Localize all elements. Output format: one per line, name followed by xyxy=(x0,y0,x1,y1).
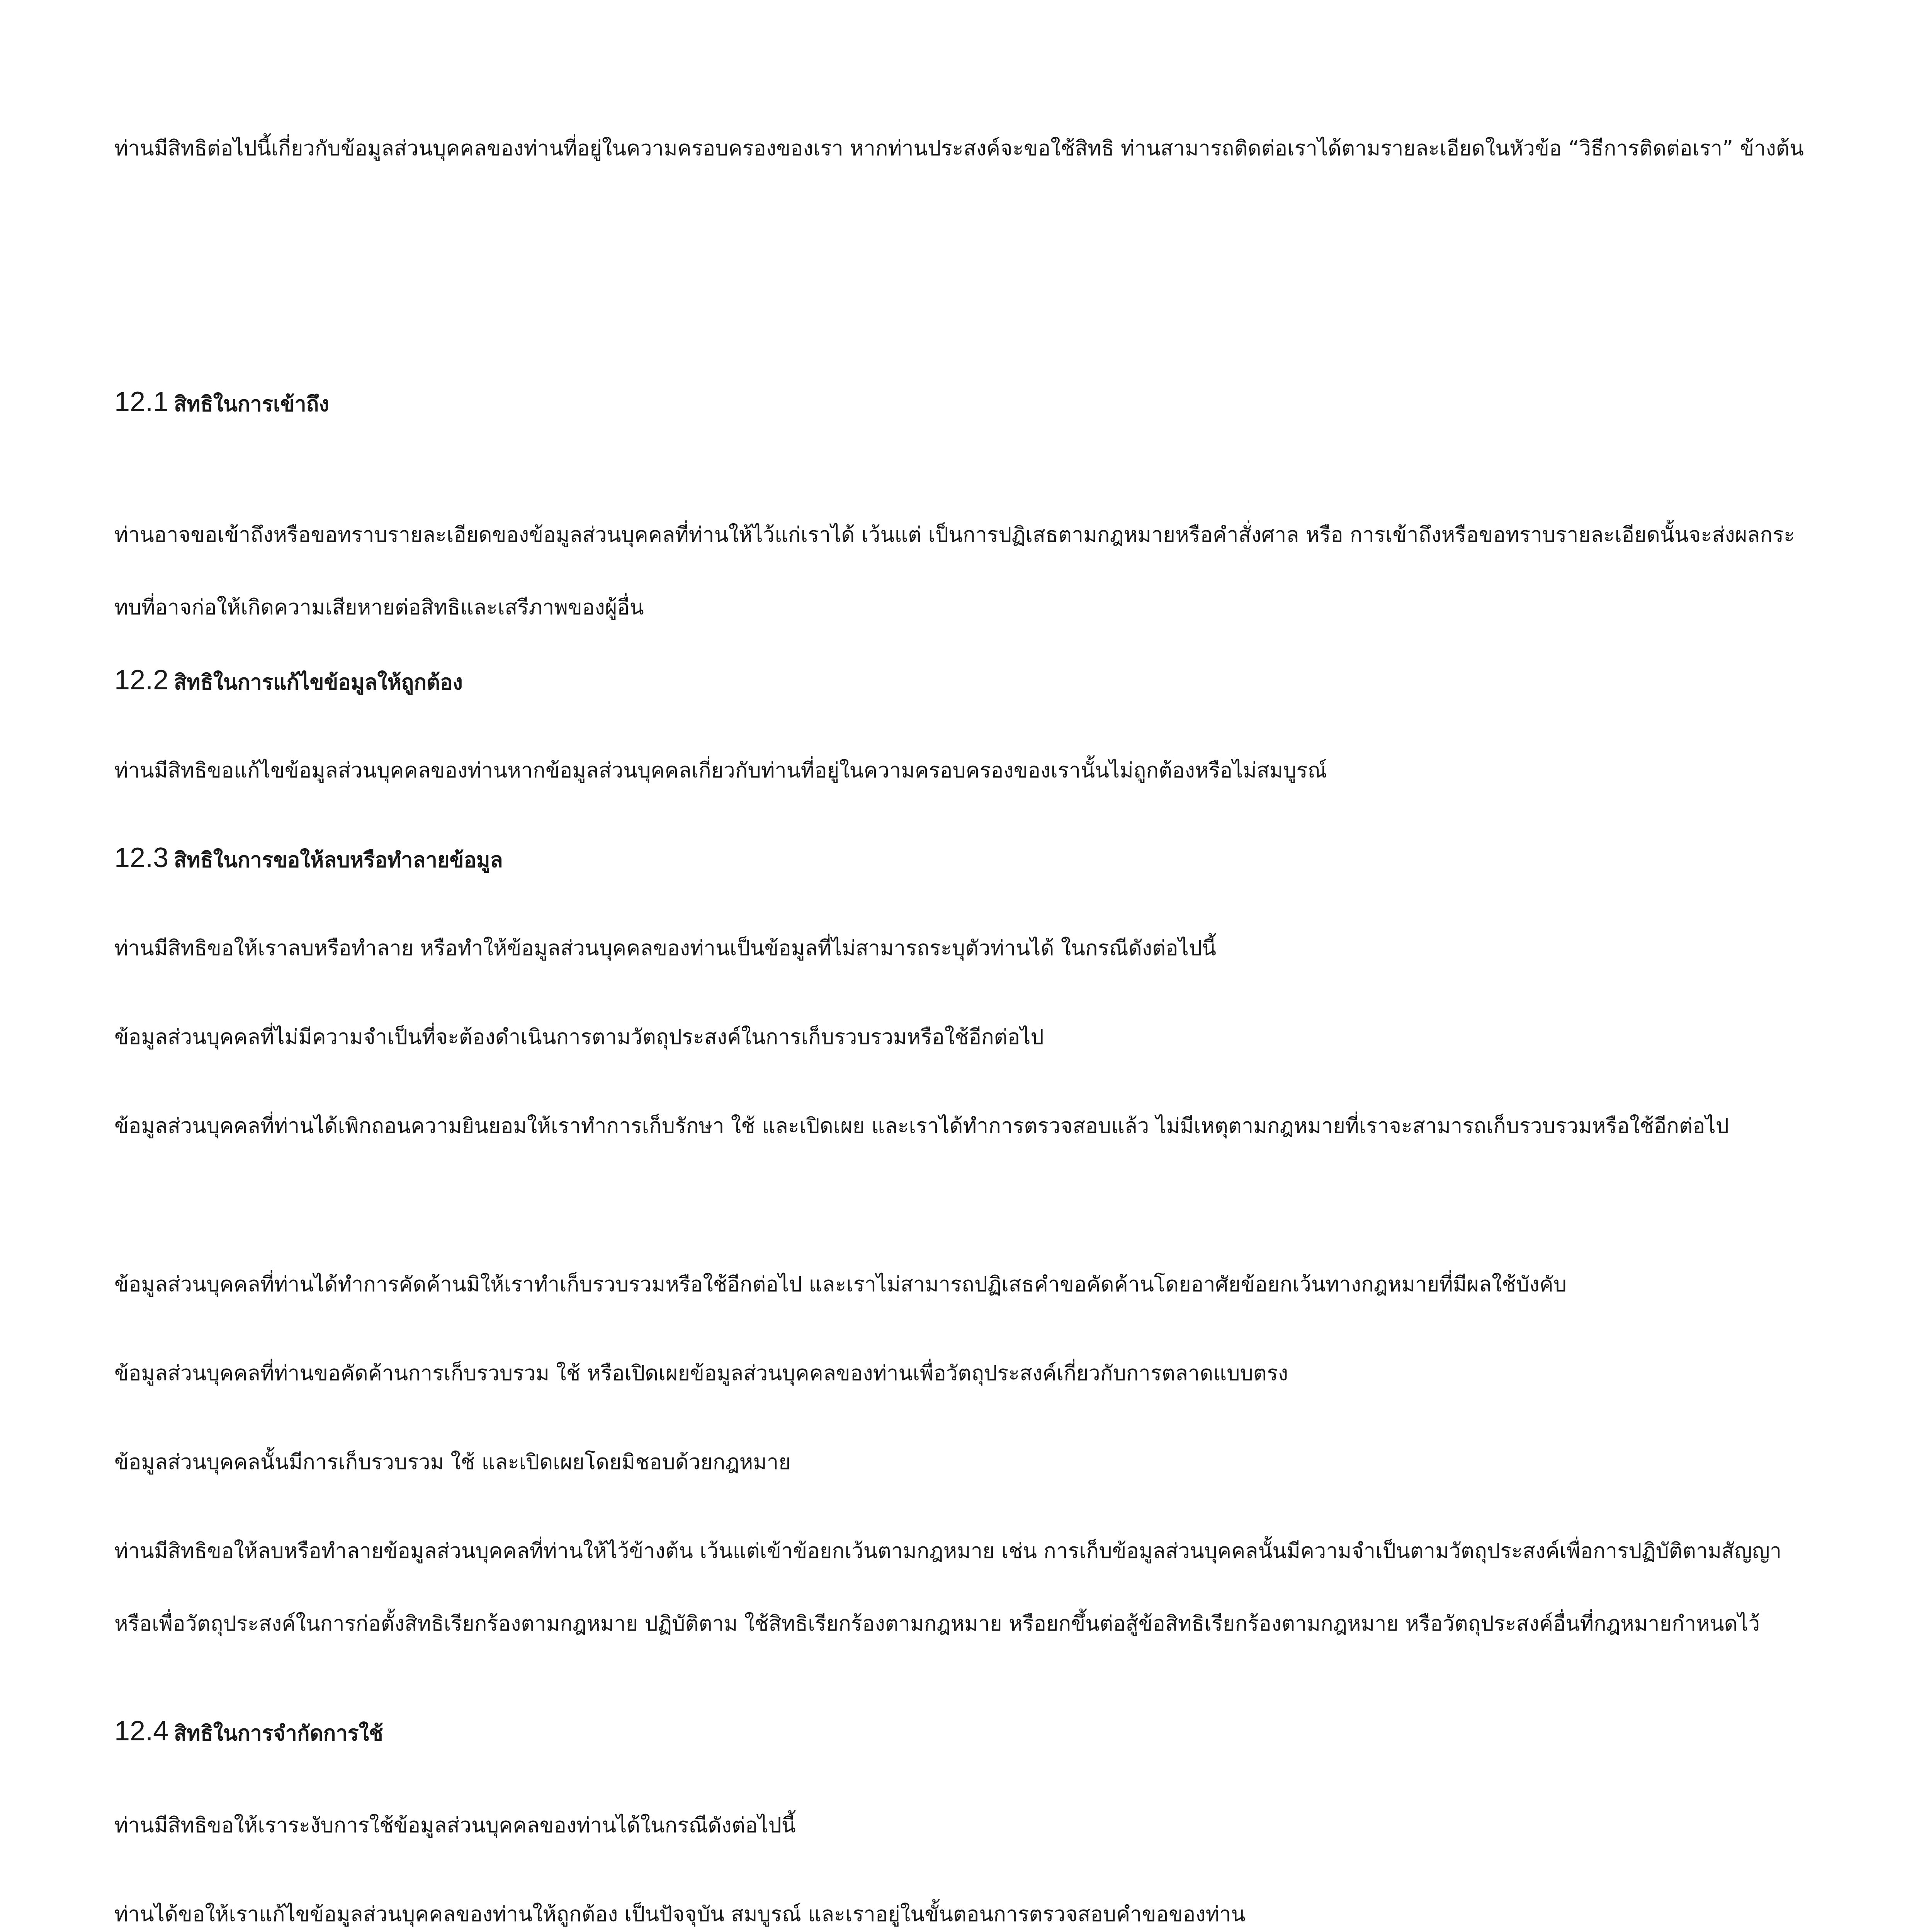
section-title: สิทธิในการเข้าถึง xyxy=(174,392,329,416)
section-number: 12.4 xyxy=(114,1716,169,1747)
paragraph: ข้อมูลส่วนบุคคลที่ท่านขอคัดค้านการเก็บรวบรวม ใช้ หรือเปิดเผยข้อมูลส่วนบุคคลของท่านเพื่อวัตถุประสงค์เกี่ยวกับการตลาดแบบตรง xyxy=(114,1361,1288,1385)
section-heading-12-3 xyxy=(114,835,503,883)
paragraph: ท่านอาจขอเข้าถึงหรือขอทราบรายละเอียดของข้อมูลส่วนบุคคลที่ท่านให้ไว้แก่เราได้ เว้นแต่ เป็นการปฏิเสธตามกฎหมายหรือคำสั่งศาล หรือ การเข้าถึงหรือขอทราบรายละเอียดนั้นจะส่งผลกระทบที่อาจก่อให้เกิดความเสียหายต่อสิทธิและเสรีภาพของผู้อื่น xyxy=(114,522,1795,619)
section-heading-12-2 xyxy=(114,657,463,706)
section-heading-12-4 xyxy=(114,1708,383,1757)
section-number: 12.3 xyxy=(114,842,169,873)
section-title: สิทธิในการจำกัดการใช้ xyxy=(174,1721,383,1745)
paragraph: ข้อมูลส่วนบุคคลที่ท่านได้เพิกถอนความยินยอมให้เราทำการเก็บรักษา ใช้ และเปิดเผย และเราได้ทำการตรวจสอบแล้ว ไม่มีเหตุตามกฎหมายที่เราจะสามารถเก็บรวบรวมหรือใช้อีกต่อไป xyxy=(114,1114,1729,1138)
section-number: 12.2 xyxy=(114,665,169,696)
section-heading-12-1 xyxy=(114,379,329,427)
paragraph: ท่านมีสิทธิขอให้เราระงับการใช้ข้อมูลส่วนบุคคลของท่านได้ในกรณีดังต่อไปนี้ xyxy=(114,1813,796,1837)
section-title: สิทธิในการขอให้ลบหรือทำลายข้อมูล xyxy=(174,848,503,872)
paragraph: ท่านมีสิทธิขอให้ลบหรือทำลายข้อมูลส่วนบุคคลที่ท่านให้ไว้ข้างต้น เว้นแต่เข้าข้อยกเว้นตามกฎหมาย เช่น การเก็บข้อมูลส่วนบุคคลนั้นมีความจำเป็นตามวัตถุประสงค์เพื่อการปฏิบัติตามสัญญา หรือเพื่อวัตถุประสงค์ในการก่อตั้งสิทธิเรียกร้องตามกฎหมาย ปฏิบัติตาม ใช้สิทธิเรียกร้องตามกฎหมาย หรือยกขึ้นต่อสู้ข้อสิทธิเรียกร้องตามกฎหมาย หรือวัตถุประสงค์อื่นที่กฎหมายกำหนดไว้ xyxy=(114,1539,1782,1636)
section-number: 12.1 xyxy=(114,386,169,417)
intro-paragraph: ท่านมีสิทธิต่อไปนี้เกี่ยวกับข้อมูลส่วนบุคคลของท่านที่อยู่ในความครอบครองของเรา หากท่านประสงค์จะขอใช้สิทธิ ท่านสามารถติดต่อเราได้ตามรายละเอียดในหัวข้อ “วิธีการติดต่อเรา” ข้างต้น xyxy=(114,136,1804,160)
paragraph: ท่านมีสิทธิขอแก้ไขข้อมูลส่วนบุคคลของท่านหากข้อมูลส่วนบุคคลเกี่ยวกับท่านที่อยู่ในความครอบครองของเรานั้นไม่ถูกต้องหรือไม่สมบูรณ์ xyxy=(114,758,1327,782)
paragraph: ท่านมีสิทธิขอให้เราลบหรือทำลาย หรือทำให้ข้อมูลส่วนบุคคลของท่านเป็นข้อมูลที่ไม่สามารถระบุตัวท่านได้ ในกรณีดังต่อไปนี้ xyxy=(114,936,1217,960)
paragraph: ข้อมูลส่วนบุคคลที่ไม่มีความจำเป็นที่จะต้องดำเนินการตามวัตถุประสงค์ในการเก็บรวบรวมหรือใช้อีกต่อไป xyxy=(114,1025,1044,1049)
paragraph: ข้อมูลส่วนบุคคลนั้นมีการเก็บรวบรวม ใช้ และเปิดเผยโดยมิชอบด้วยกฎหมาย xyxy=(114,1450,791,1474)
paragraph: ข้อมูลส่วนบุคคลที่ท่านได้ทำการคัดค้านมิให้เราทำเก็บรวบรวมหรือใช้อีกต่อไป และเราไม่สามารถปฏิเสธคำขอคัดค้านโดยอาศัยข้อยกเว้นทางกฎหมายที่มีผลใช้บังคับ xyxy=(114,1272,1567,1296)
section-title: สิทธิในการแก้ไขข้อมูลให้ถูกต้อง xyxy=(174,670,463,694)
paragraph: ท่านได้ขอให้เราแก้ไขข้อมูลส่วนบุคคลของท่านให้ถูกต้อง เป็นปัจจุบัน สมบูรณ์ และเราอยู่ในขั้นตอนการตรวจสอบคำขอของท่าน xyxy=(114,1902,1246,1926)
